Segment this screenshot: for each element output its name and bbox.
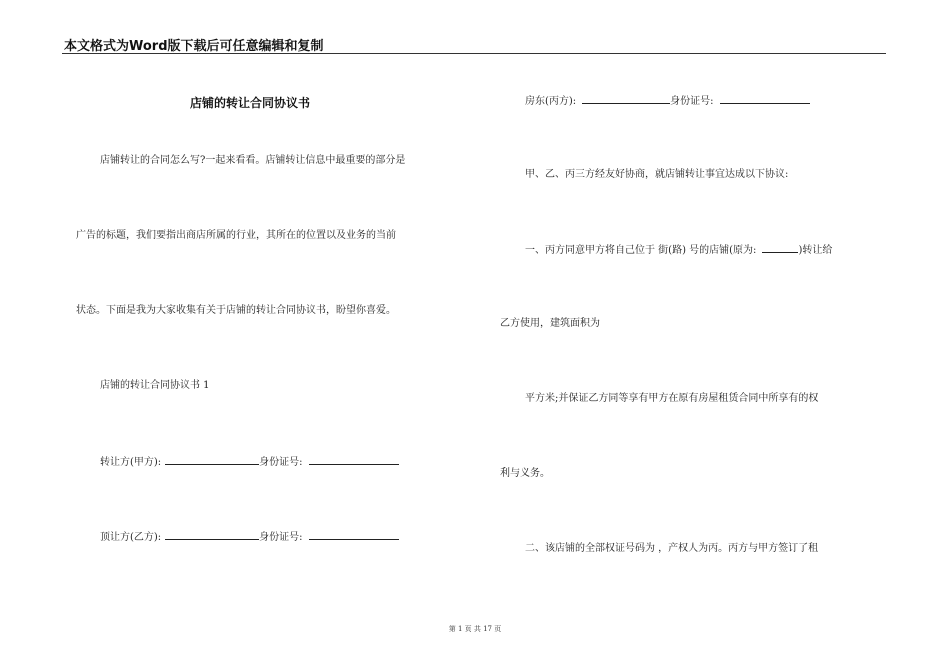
- party-c-id-label: 身份证号:: [670, 96, 714, 107]
- header-divider: [62, 53, 886, 54]
- clause-1-tail: )转让给: [798, 245, 833, 256]
- paragraph-line: 广告的标题，我们要指出商店所属的行业，其所在的位置以及业务的当前: [76, 230, 396, 241]
- party-c-line: [525, 94, 810, 108]
- section-heading: 店铺的转让合同协议书 1: [100, 380, 210, 391]
- paragraph-line: 甲、乙、丙三方经友好协商，就店铺转让事宜达成以下协议:: [525, 169, 789, 180]
- party-a-label: 转让方(甲方):: [100, 457, 162, 468]
- party-a-id-label: 身份证号:: [259, 457, 303, 468]
- party-c-id-blank: [720, 94, 810, 104]
- party-c-label: 房东(丙方):: [525, 96, 577, 107]
- clause-1-blank: [762, 243, 798, 253]
- party-b-id-blank: [309, 530, 399, 540]
- document-title: 店铺的转让合同协议书: [190, 96, 311, 110]
- paragraph-line: 利与义务。: [500, 468, 550, 479]
- party-b-label: 顶让方(乙方):: [100, 532, 162, 543]
- paragraph-line: 店铺转让的合同怎么写?一起来看看。店铺转让信息中最重要的部分是: [100, 155, 406, 166]
- paragraph-line: 平方米;并保证乙方同等享有甲方在原有房屋租赁合同中所享有的权: [525, 393, 819, 404]
- header-banner: 本文格式为Word版下载后可任意编辑和复制: [64, 39, 324, 54]
- party-a-name-blank: [165, 455, 259, 465]
- paragraph-line: 状态。下面是我为大家收集有关于店铺的转让合同协议书，盼望你喜爱。: [76, 305, 396, 316]
- page-footer: 第 1 页 共 17 页: [448, 625, 502, 633]
- paragraph-line: 二、该店铺的全部权证号码为 ，产权人为丙。丙方与甲方签订了租: [525, 543, 819, 554]
- party-b-id-label: 身份证号:: [259, 532, 303, 543]
- paragraph-line: 乙方使用，建筑面积为: [500, 318, 600, 329]
- clause-1-text: 一、丙方同意甲方将自己位于 街(路) 号的店铺(原为:: [525, 245, 757, 256]
- party-c-name-blank: [582, 94, 670, 104]
- party-a-id-blank: [309, 455, 399, 465]
- clause-1-line: [525, 243, 832, 257]
- party-b-line: [100, 530, 399, 544]
- party-a-line: [100, 455, 399, 469]
- party-b-name-blank: [165, 530, 259, 540]
